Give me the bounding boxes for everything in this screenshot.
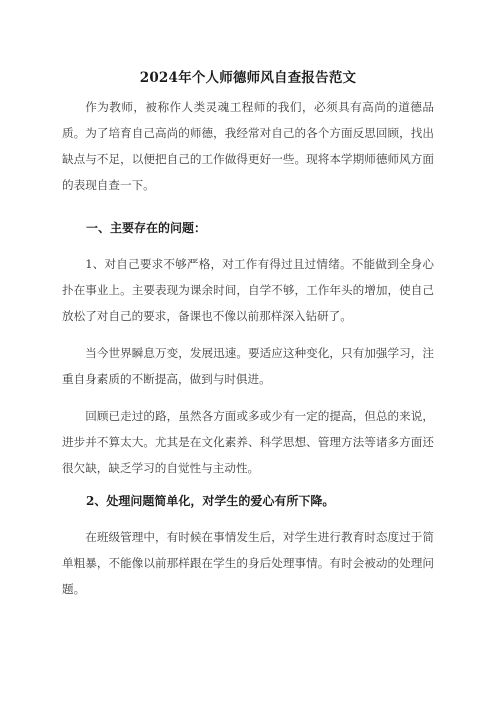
section-heading-problems: 一、主要存在的问题：: [86, 221, 207, 235]
paragraph-class-management: 在班级管理中，有时候在事情发生后，对学生进行教育时态度过于简单粗暴，不能像以前那样跟在学生的身后处理事情。有时会被动的处理问题。: [62, 530, 434, 596]
intro-paragraph: 作为教师，被称作人类灵魂工程师的我们，必须具有高尚的道德品质。为了培育自己高尚的师德，我经常对自己的各个方面反思回顾，找出缺点与不足，以便把自己的工作做得更好一些。现将本学期师德师风方面的表现自查一下。: [62, 100, 434, 192]
paragraph-review: 回顾已走过的路，虽然各方面或多或少有一定的提高，但总的来说，进步并不算太大。尤其是在文化素养、科学思想、管理方法等诸多方面还很欠缺，缺乏学习的自觉性与主动性。: [62, 409, 434, 475]
section-heading-problem-2: 2、处理问题简单化，对学生的爱心有所下降。: [86, 494, 335, 508]
document-title: 2024年个人师德师风自查报告范文: [139, 70, 357, 86]
paragraph-changing-world: 当今世界瞬息万变，发展迅速。要适应这种变化，只有加强学习，注重自身素质的不断提高，做到与时俱进。: [62, 346, 434, 386]
problem-paragraph-1: 1、对自己要求不够严格，对工作有得过且过情绪。不能做到全身心扑在事业上。主要表现为课余时间，自学不够，工作年头的增加，使自己放松了对自己的要求，备课也不像以前那样深入钻研了。: [62, 257, 434, 323]
